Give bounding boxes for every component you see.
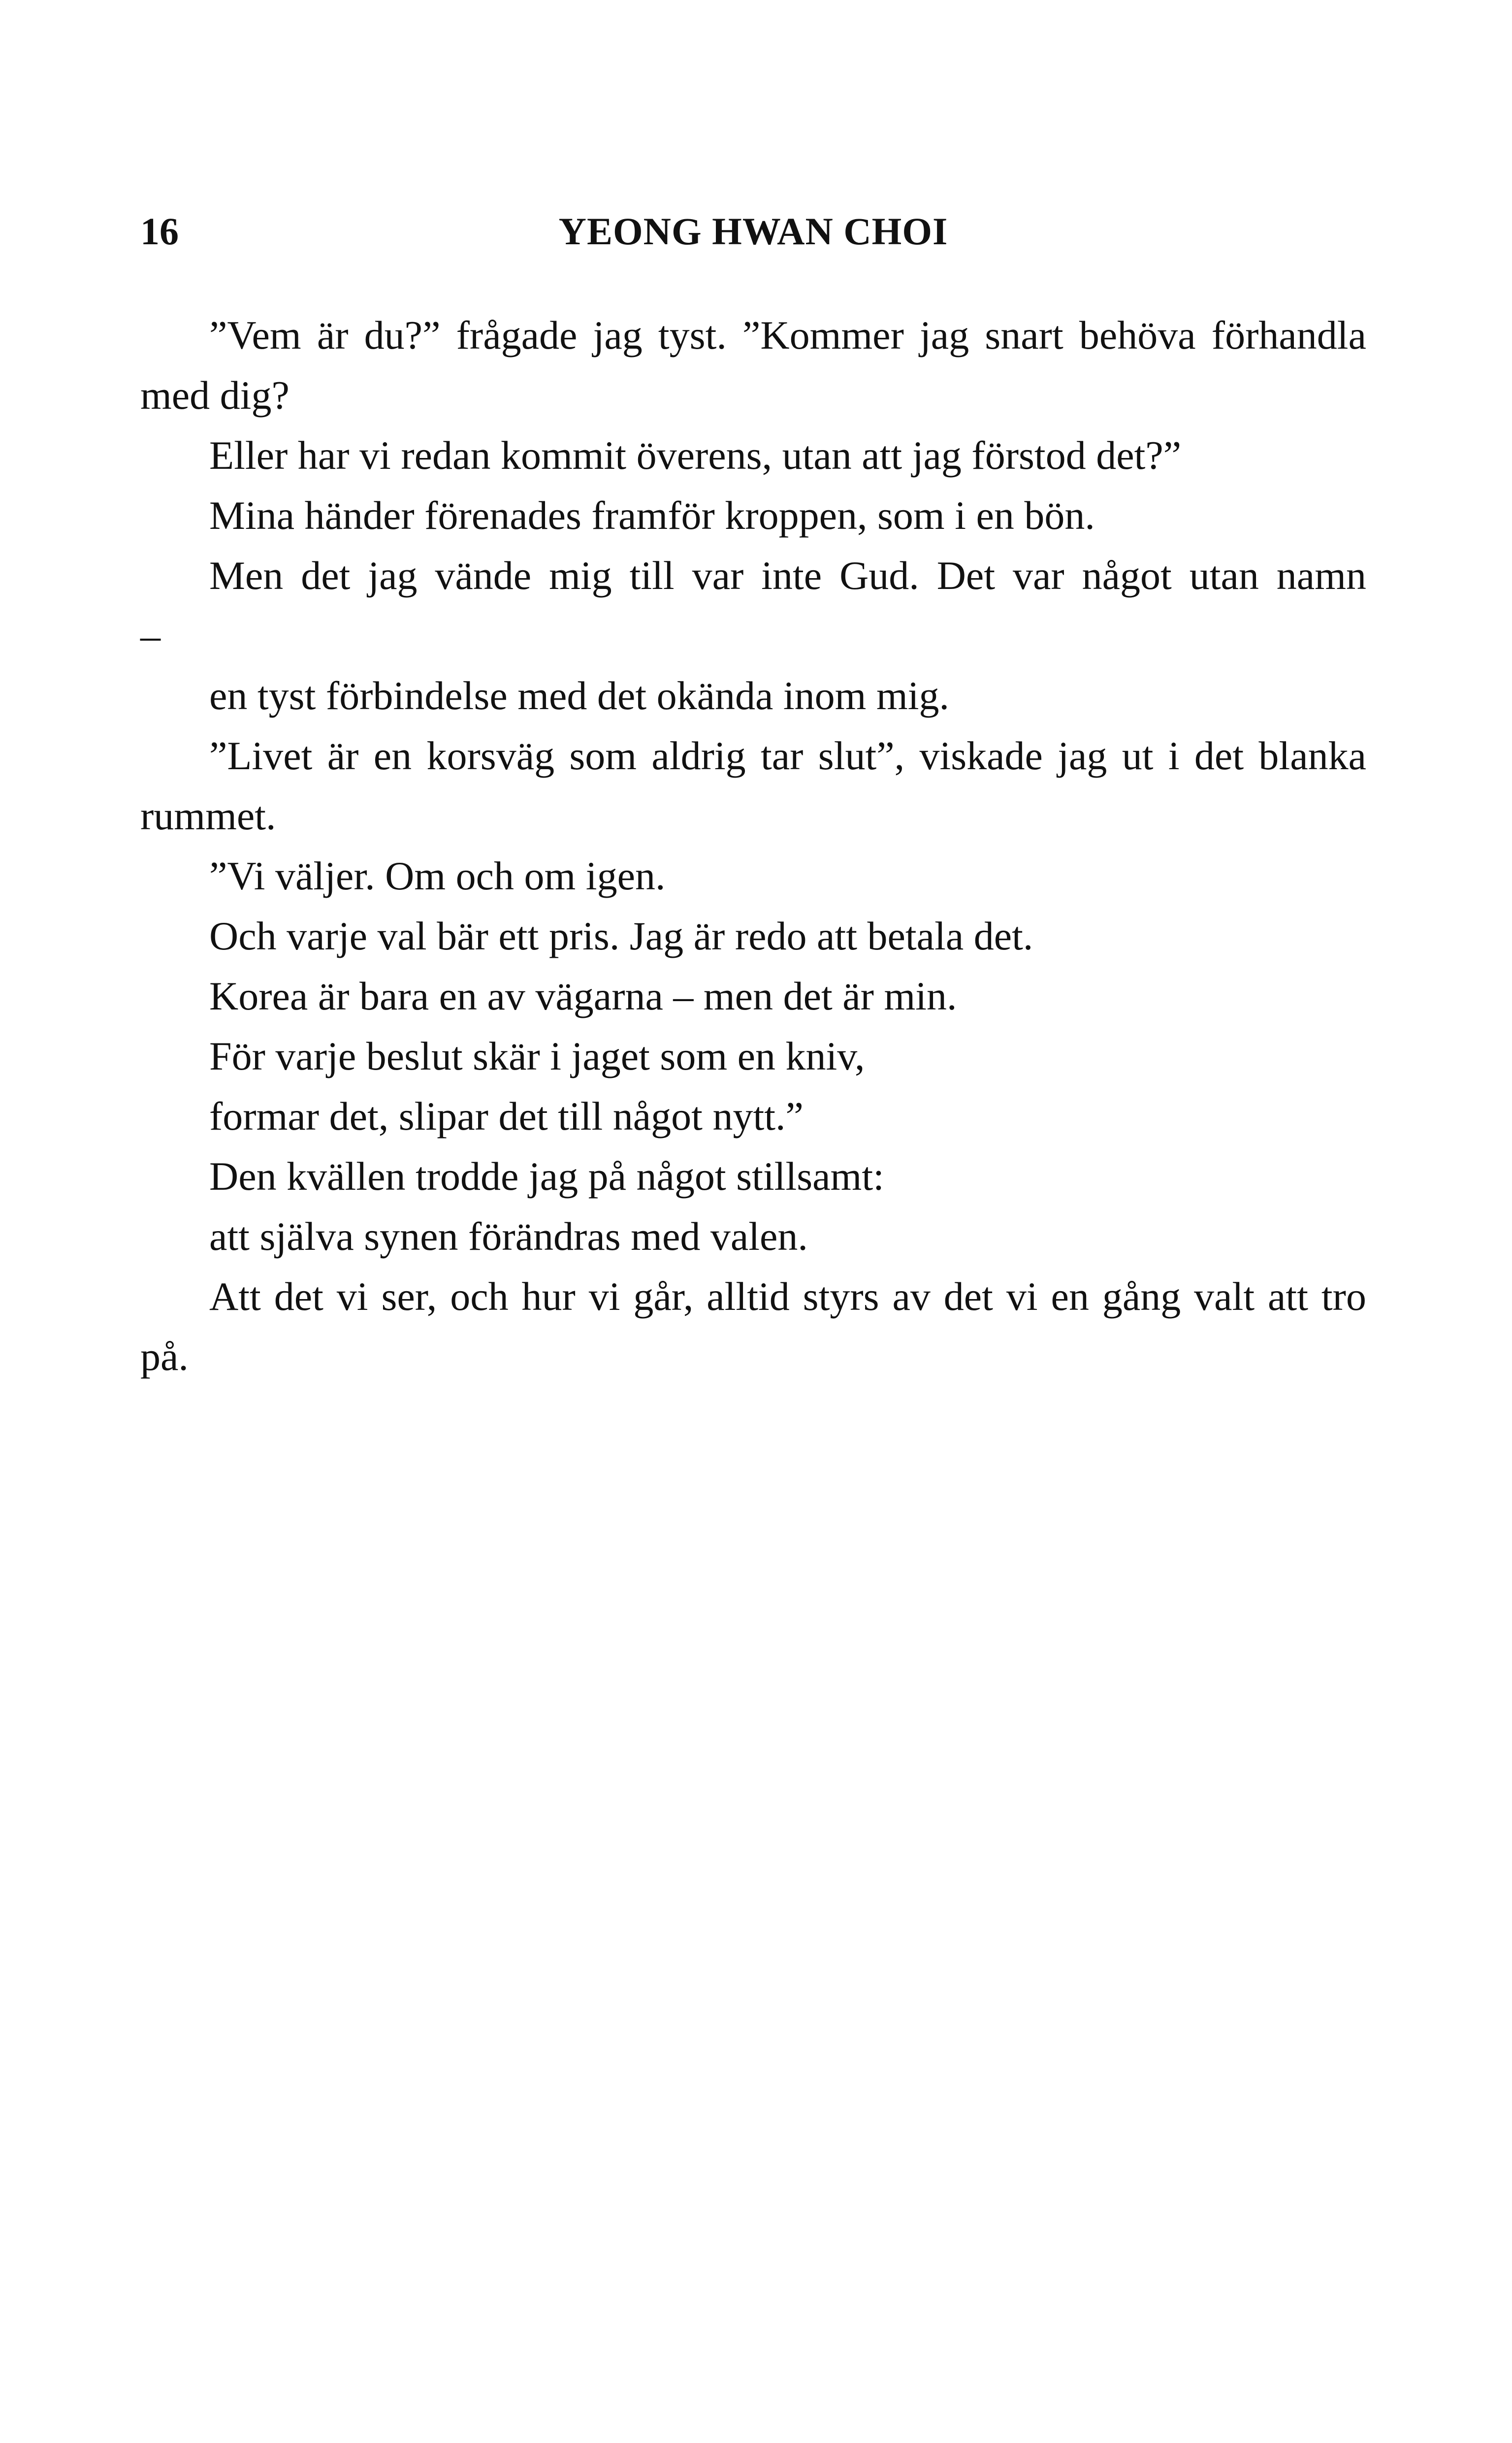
text-line: För varje beslut skär i jaget som en kniv, — [209, 1034, 865, 1078]
body-text — [140, 305, 1366, 1387]
text-line: rummet. — [140, 793, 276, 838]
text-line: Mina händer förenades framför kroppen, som i en bön. — [209, 493, 1095, 538]
text-line: Att det vi ser, och hur vi går, alltid styrs av det vi en gång valt att tro — [209, 1274, 1366, 1319]
text-line: Och varje val bär ett pris. Jag är redo att betala det. — [209, 913, 1033, 958]
text-line: ”Vi väljer. Om och om igen. — [209, 853, 666, 898]
running-title: YEONG HWAN CHOI — [558, 210, 948, 253]
text-line: ”Livet är en korsväg som aldrig tar slut”, viskade jag ut i det blanka — [209, 733, 1366, 778]
text-line: formar det, slipar det till något nytt.” — [209, 1094, 804, 1139]
text-line: – — [140, 613, 161, 658]
text-line: på. — [140, 1334, 189, 1379]
text-line: Korea är bara en av vägarna – men det är min. — [209, 974, 957, 1018]
text-line: en tyst förbindelse med det okända inom mig. — [209, 673, 950, 718]
running-header — [140, 202, 1366, 261]
text-line: att själva synen förändras med valen. — [209, 1214, 808, 1259]
text-line: Men det jag vände mig till var inte Gud. Det var något utan namn — [209, 553, 1366, 598]
text-line: ”Vem är du?” frågade jag tyst. ”Kommer jag snart behöva förhandla — [209, 313, 1366, 358]
text-line: Eller har vi redan kommit överens, utan att jag förstod det?” — [209, 433, 1182, 478]
page-number: 16 — [140, 210, 179, 253]
text-line: Den kvällen trodde jag på något stillsamt: — [209, 1154, 884, 1199]
text-line: med dig? — [140, 373, 290, 418]
